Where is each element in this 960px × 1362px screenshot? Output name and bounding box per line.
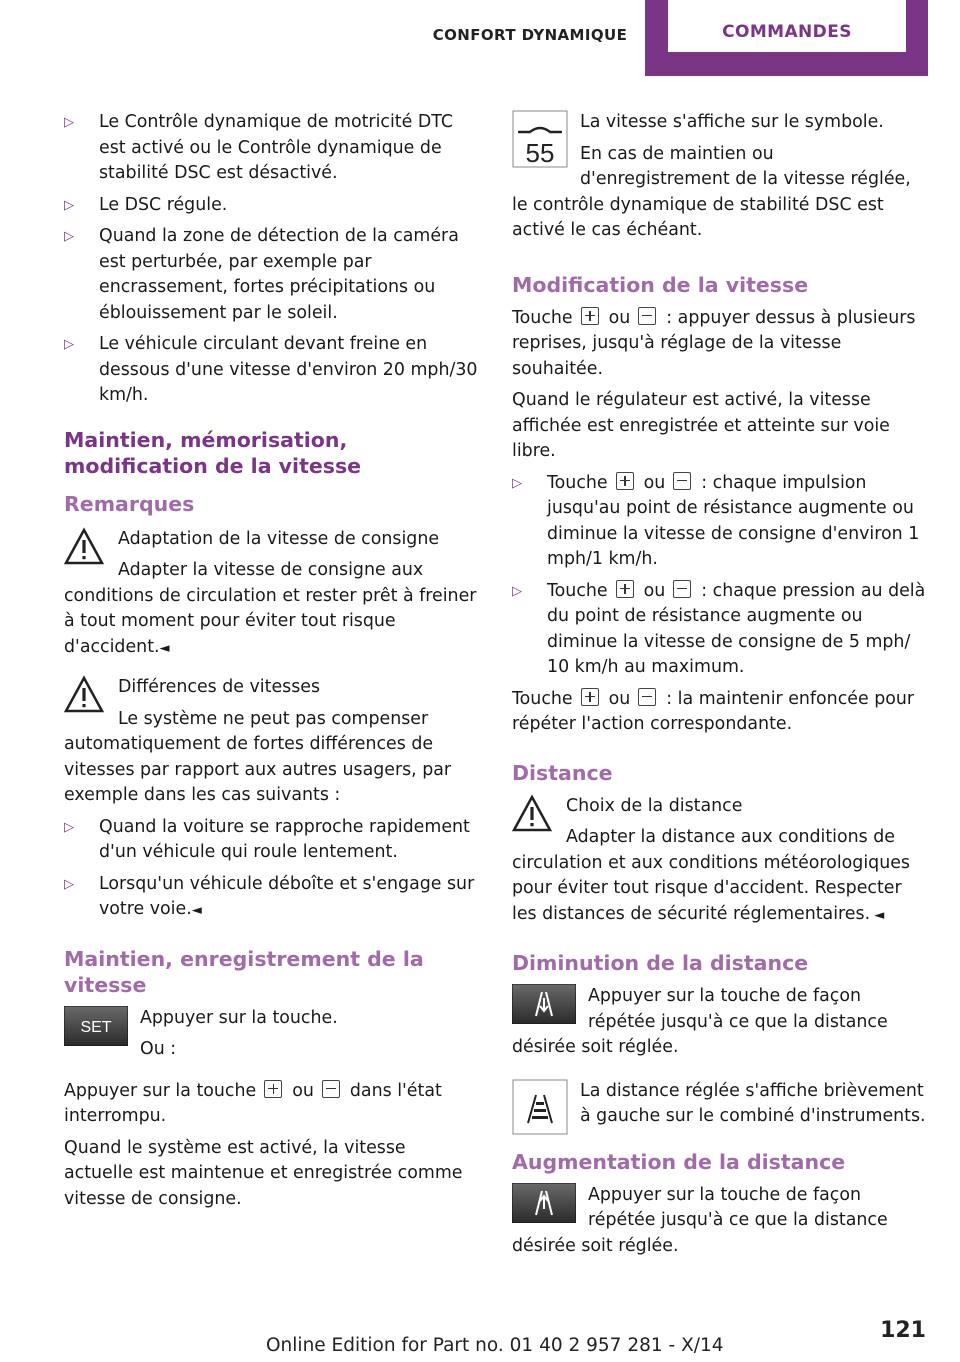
list-item: ▷ Touche ou : chaque impulsion jusqu'au point de résistance augmente ou diminue la vitesse de consigne d'environ 1 mph/1 km/h. [512, 472, 920, 569]
warning-icon [64, 527, 104, 567]
warning-title: Choix de la distance [566, 795, 743, 816]
warning-block [64, 527, 478, 662]
minus-key-icon [673, 472, 691, 490]
warning-icon [512, 794, 552, 834]
minus-key-icon [638, 307, 656, 325]
distance-increase-button-icon [512, 1183, 576, 1223]
warning-block [64, 675, 478, 809]
warning-title: Différences de vitesses [118, 677, 321, 697]
heading-augmentation: Augmentation de la distance [512, 1149, 846, 1174]
list-item: ▷ Quand la zone de détection de la caméra est perturbée, par exemple par encrassement, fortes précipitations ou éblouissement par le soleil. [64, 226, 459, 323]
list-item: ▷ Touche ou : chaque pression au delà du point de résistance augmente ou diminue la vitesse de consigne de 5 mph/ 10 km/h au maximum. [512, 580, 926, 677]
svg-text:SET: SET [80, 1018, 112, 1036]
warning-block [512, 794, 928, 929]
bullet-triangle-icon: ▷ [64, 115, 74, 130]
list-item: ▷ Le véhicule circulant devant freine en dessous d'une vitesse d'environ 20 mph/30 km/h. [64, 334, 478, 405]
warning-title: Adaptation de la vitesse de consigne [118, 528, 440, 549]
heading-maintien: Maintien, mémorisation, modification de la vitesse [64, 427, 362, 478]
plus-key-icon [616, 472, 634, 490]
left-column [64, 110, 478, 1218]
set-or: Ou : [140, 1039, 177, 1059]
paragraph: En cas de maintien ou d'enregistrement de la vitesse réglée, le contrôle dynamique de stabilité DSC est activé le cas échéant. [512, 143, 911, 240]
end-mark-icon: ◄ [191, 903, 202, 918]
page-number: 121 [880, 1318, 926, 1343]
heading-modification: Modification de la vitesse [512, 272, 809, 297]
distance-display-block [512, 1079, 928, 1139]
heading-remarques: Remarques [64, 491, 195, 516]
conditions-list [64, 110, 478, 409]
bullet-triangle-icon: ▷ [64, 876, 74, 892]
edition-footer: Online Edition for Part no. 01 40 2 957 281 - X/14 [266, 1335, 724, 1356]
warning-text: Adapter la distance aux conditions de circulation et aux conditions météorologiques pour éviter tout risque d'accident. Respecter les distances de sécurité réglementaires. ◄ [512, 827, 910, 924]
heading-diminution: Diminution de la distance [512, 951, 809, 975]
paragraph: Quand le système est activé, la vitesse actuelle est maintenue et enregistrée comme vitesse de consigne. [64, 1137, 463, 1209]
distance-decrease-button-icon [512, 984, 576, 1024]
paragraph: Appuyer sur la touche de façon répétée jusqu'à ce que la distance désirée soit réglée. [512, 986, 888, 1057]
bullet-triangle-icon: ▷ [64, 229, 74, 244]
heading-enregistrement: Maintien, enregistrement de la vitesse [64, 946, 424, 997]
bullet-triangle-icon: ▷ [64, 337, 74, 352]
set-block [64, 1006, 478, 1069]
minus-key-icon [322, 1080, 340, 1098]
heading-distance: Distance [512, 760, 613, 785]
svg-text:55: 55 [525, 138, 555, 168]
distance-display-symbol-icon [512, 1079, 568, 1135]
key-actions-list [512, 471, 928, 681]
minus-key-icon [673, 580, 691, 598]
set-button-icon [64, 1006, 128, 1046]
list-item: ▷ Quand la voiture se rapproche rapidement d'un véhicule qui roule lentement. [64, 816, 470, 862]
paragraph: Touche ou : la maintenir enfoncée pour répéter l'action correspondante. [512, 688, 915, 734]
warning-icon [64, 675, 104, 715]
chapter-tab-label: COMMANDES [722, 22, 852, 42]
distance-button-block [512, 1183, 928, 1266]
paragraph: Quand le régulateur est activé, la vitesse affichée est enregistrée et atteinte sur voie libre. [512, 390, 890, 461]
paragraph: La vitesse s'affiche sur le symbole. [580, 112, 884, 132]
warning-text: Adapter la vitesse de consigne aux conditions de circulation et rester prêt à freiner à tout moment pour éviter tout risque d'accident.◄ [64, 560, 477, 657]
plus-key-icon [264, 1080, 282, 1098]
section-title: CONFORT DYNAMIQUE [432, 26, 628, 44]
list-item: ▷ Lorsqu'un véhicule déboîte et s'engage sur votre voie.◄ [64, 873, 475, 919]
paragraph: Touche ou : appuyer dessus à plusieurs reprises, jusqu'à réglage de la vitesse souhaitée. [512, 307, 916, 379]
paragraph: Appuyer sur la touche de façon répétée jusqu'à ce que la distance désirée soit réglée. [512, 1184, 888, 1256]
right-column [512, 110, 928, 1265]
cases-list [64, 815, 478, 924]
paragraph: La distance réglée s'affiche brièvement à gauche sur le combiné d'instruments. [580, 1080, 926, 1126]
list-item: ▷ Le Contrôle dynamique de motricité DTC est activé ou le Contrôle dynamique de stabilité DSC est désactivé. [64, 112, 453, 183]
minus-key-icon [638, 688, 656, 706]
warning-text: Le système ne peut pas compenser automatiquement de fortes différences de vitesses par rapport aux autres usagers, par exemple dans les cas suivants : [64, 708, 452, 805]
plus-key-icon [581, 307, 599, 325]
end-mark-icon: ◄ [159, 640, 170, 656]
list-item: ▷ Le DSC régule. [64, 193, 478, 219]
bullet-triangle-icon: ▷ [512, 475, 522, 491]
plus-key-icon [616, 580, 634, 598]
bullet-triangle-icon: ▷ [64, 819, 74, 835]
end-mark-icon: ◄ [870, 907, 885, 923]
plus-key-icon [581, 688, 599, 706]
speed-symbol-block [512, 110, 928, 250]
speed-limit-symbol-icon [512, 110, 568, 168]
distance-button-block [512, 984, 928, 1067]
set-instruction: Appuyer sur la touche. [140, 1007, 338, 1028]
bullet-triangle-icon: ▷ [512, 583, 522, 599]
paragraph: Appuyer sur la touche ou dans l'état interrompu. [64, 1080, 442, 1126]
bullet-triangle-icon: ▷ [64, 197, 74, 213]
